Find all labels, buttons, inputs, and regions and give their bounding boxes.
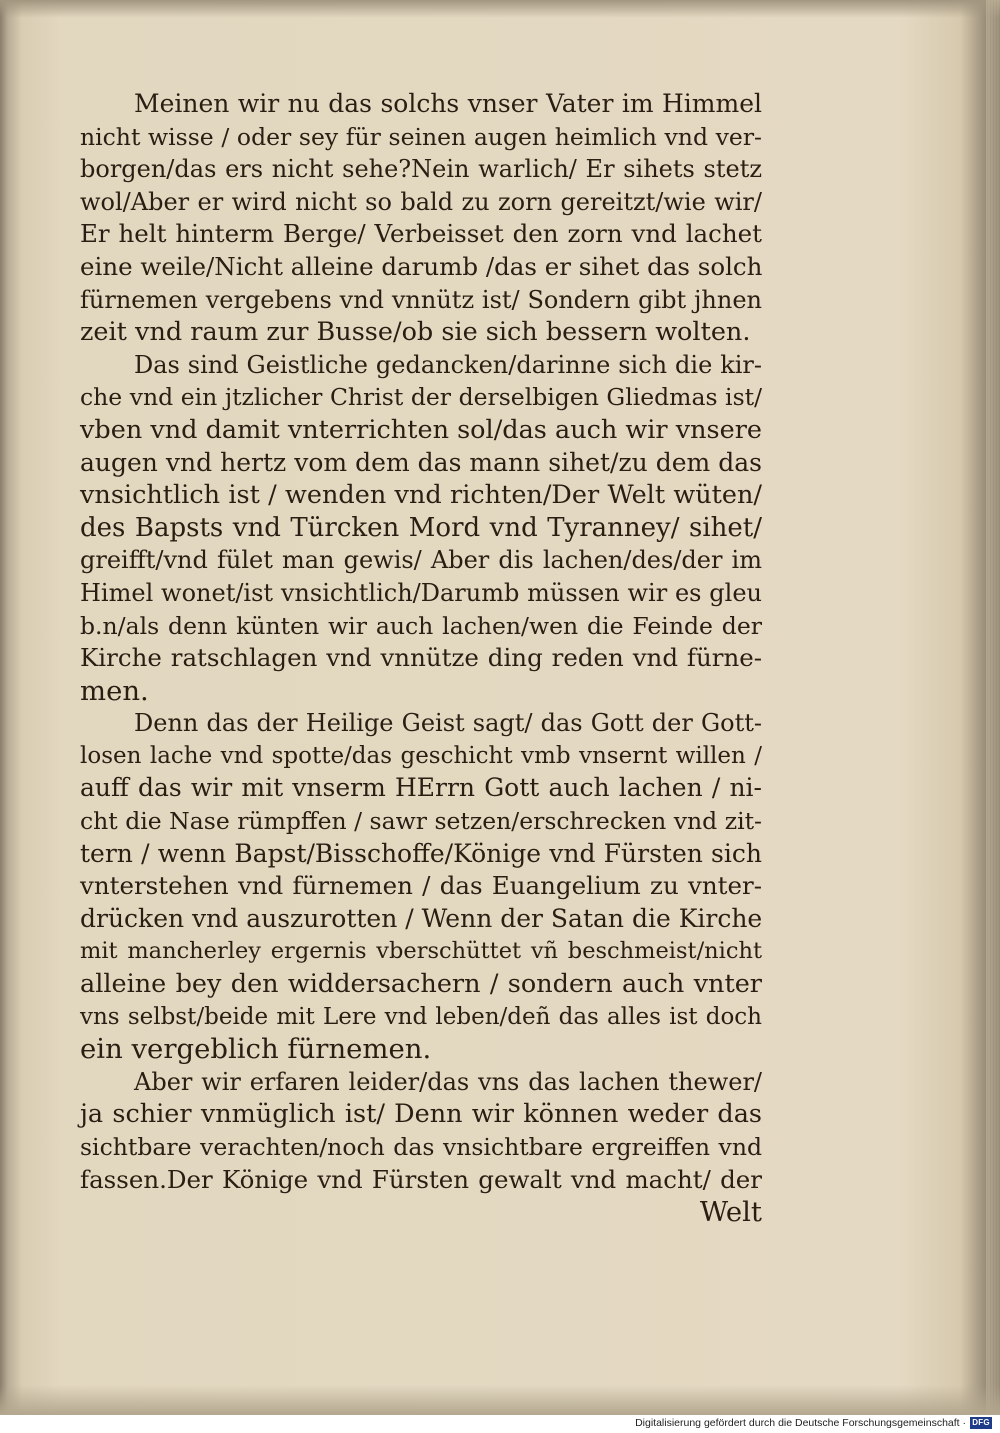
text-line: che vnd ein jtzlicher Christ der derselbigen Gliedmas ist/ [80, 383, 762, 412]
text-line: men. [80, 674, 149, 707]
text-line: fassen.Der Könige vnd Fürsten gewalt vnd macht/ der [80, 1164, 762, 1194]
text-line: sichtbare verachten/noch das vnsichtbare ergreiffen vnd [80, 1133, 762, 1161]
text-line: zeit vnd raum zur Busse/ob sie sich bessern wolten. [80, 317, 751, 348]
text-line: des Bapsts vnd Türcken Mord vnd Tyranney/ sihet/ [80, 512, 762, 543]
text-line: Himel wonet/ist vnsichtlich/Darumb müssen wir es gleu [80, 578, 762, 607]
text-line: eine weile/Nicht alleine darumb /das er sihet das solch [80, 251, 763, 281]
page-text-block [80, 88, 762, 1229]
text-line: Das sind Geistliche gedancken/darinne sich die kir- [134, 350, 762, 379]
text-line: Aber wir erfaren leider/das vns das lachen thewer/ [134, 1067, 762, 1096]
text-line: tern / wenn Bapst/Bisschoffe/Könige vnd Fürsten sich [80, 838, 762, 868]
text-line: drücken vnd auszurotten / Wenn der Satan die Kirche [80, 903, 763, 933]
text-line: vnterstehen vnd fürnemen / das Euangelium zu vnter- [80, 871, 762, 901]
text-line: ja schier vnmüglich ist/ Denn wir können weder das [80, 1099, 762, 1130]
catchword: Welt [699, 1196, 762, 1229]
text-line: greifft/vnd fület man gewis/ Aber dis lachen/des/der im [80, 546, 762, 575]
text-line: cht die Nase rümpffen / sawr setzen/erschrecken vnd zit- [80, 807, 762, 836]
dfg-logo-icon: DFG [970, 1417, 992, 1429]
text-line: alleine bey den widdersachern / sondern auch vnter [80, 969, 762, 1000]
text-line: borgen/das ers nicht sehe?Nein warlich/ Er sihets stetz [80, 155, 762, 184]
text-line: wol/Aber er wird nicht so bald zu zorn gereitzt/wie wir/ [80, 187, 762, 216]
text-line: auff das wir mit vnserm HErrn Gott auch lachen / ni- [80, 773, 762, 803]
dfg-credit: Digitalisierung gefördert durch die Deutsche Forschungsgemeinschaft · [635, 1417, 966, 1429]
text-line: vben vnd damit vnterrichten sol/das auch wir vnsere [80, 414, 763, 445]
digitization-footer [0, 1415, 1000, 1433]
text-line: fürnemen vergebens vnd vnnütz ist/ Sondern gibt jhnen [80, 285, 762, 314]
top-shadow [0, 0, 1000, 18]
text-line: Kirche ratschlagen vnd vnnütze ding reden vnd fürne- [80, 643, 762, 673]
text-line: Denn das der Heilige Geist sagt/ das Gott der Gott- [134, 709, 762, 738]
page-fore-edge [986, 0, 1000, 1415]
text-line: b.n/als denn künten wir auch lachen/wen die Feinde der [80, 611, 762, 640]
text-line: vnsichtlich ist / wenden vnd richten/Der Welt wüten/ [80, 480, 762, 511]
text-line: Er helt hinterm Berge/ Verbeisset den zorn vnd lachet [80, 219, 762, 249]
text-line: mit mancherley ergernis vberschüttet vñ beschmeist/nicht [80, 938, 762, 965]
text-line: Meinen wir nu das solchs vnser Vater im Himmel [134, 89, 762, 118]
text-line: nicht wisse / oder sey für seinen augen heimlich vnd ver- [80, 122, 762, 151]
text-line: vns selbst/beide mit Lere vnd leben/deñ das alles ist doch [80, 1003, 762, 1030]
text-line: augen vnd hertz vom dem das mann sihet/zu dem das [80, 447, 762, 477]
text-line: ein vergeblich fürnemen. [80, 1033, 432, 1066]
bottom-shadow [0, 1385, 1000, 1415]
text-line: losen lache vnd spotte/das geschicht vmb vnsernt willen / [80, 742, 762, 769]
